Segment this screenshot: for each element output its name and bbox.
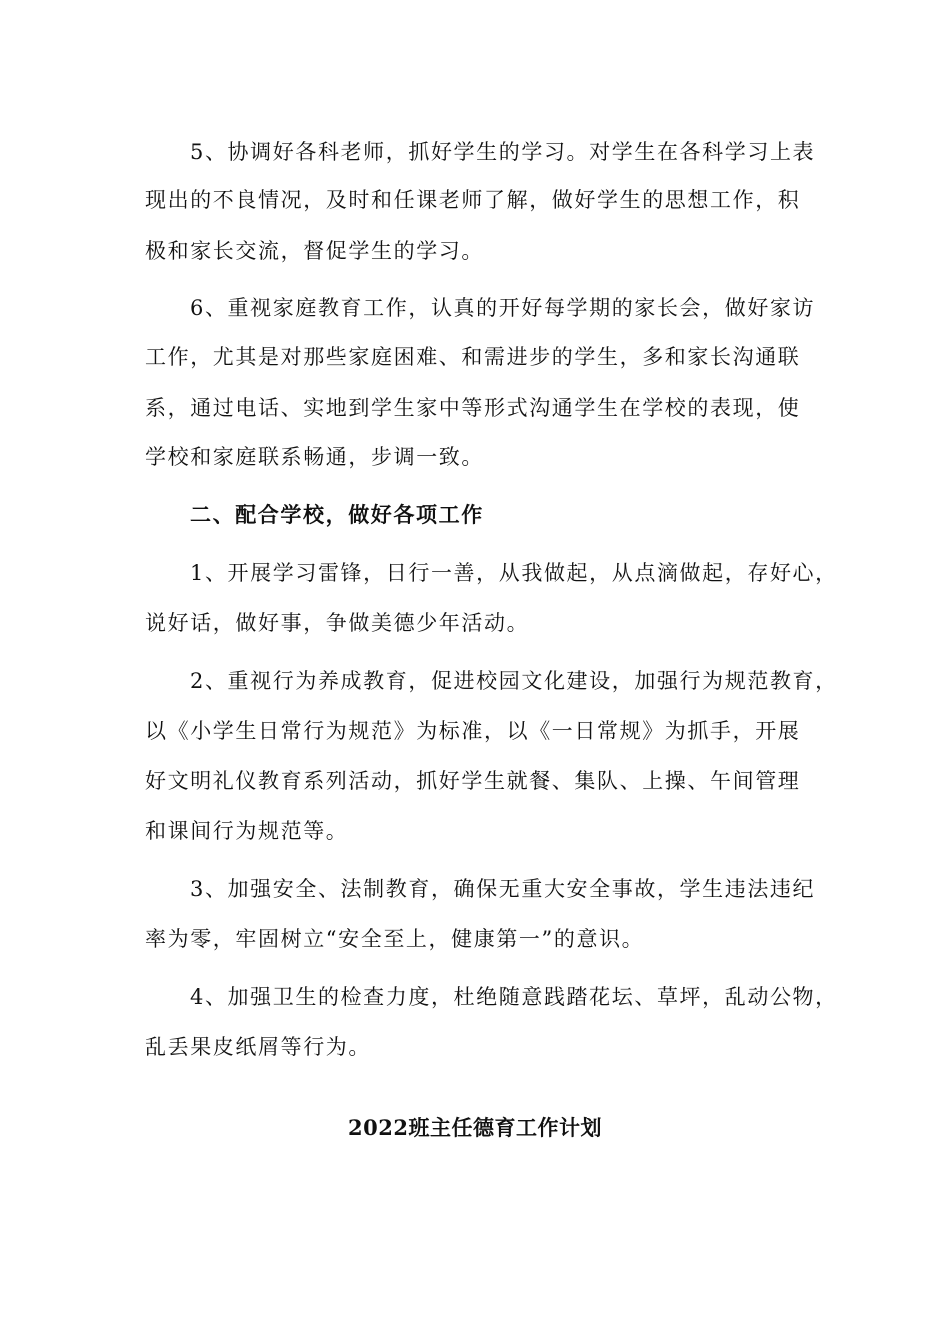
paragraph-line: 1、开展学习雷锋，日行一善，从我做起，从点滴做起，存好心， <box>190 561 838 585</box>
paragraph-line: 率为零，牢固树立“安全至上，健康第一”的意识。 <box>145 927 645 951</box>
document-title: 2022班主任德育工作计划 <box>348 1115 602 1140</box>
paragraph-line: 现出的不良情况，及时和任课老师了解，做好学生的思想工作，积 <box>145 188 801 212</box>
paragraph-line: 5、协调好各科老师，抓好学生的学习。对学生在各科学习上表 <box>190 140 816 164</box>
paragraph-line: 系，通过电话、实地到学生家中等形式沟通学生在学校的表现，使 <box>145 396 801 420</box>
paragraph-line: 4、加强卫生的检查力度，杜绝随意践踏花坛、草坪，乱动公物， <box>190 985 838 1009</box>
paragraph-line: 说好话，做好事，争做美德少年活动。 <box>145 611 530 635</box>
paragraph-line: 学校和家庭联系畅通，步调一致。 <box>145 445 484 469</box>
paragraph-line: 极和家长交流，督促学生的学习。 <box>145 239 484 263</box>
paragraph-line: 好文明礼仪教育系列活动，抓好学生就餐、集队、上操、午间管理 <box>145 769 801 793</box>
paragraph-line: 以《小学生日常行为规范》为标准，以《一日常规》为抓手，开展 <box>145 719 801 743</box>
section-heading: 二、配合学校，做好各项工作 <box>190 502 484 527</box>
paragraph-line: 工作，尤其是对那些家庭困难、和需进步的学生，多和家长沟通联 <box>145 345 801 369</box>
paragraph-line: 乱丢果皮纸屑等行为。 <box>145 1035 371 1059</box>
paragraph-line: 和课间行为规范等。 <box>145 819 349 843</box>
paragraph-line: 3、加强安全、法制教育，确保无重大安全事故，学生违法违纪 <box>190 877 816 901</box>
paragraph-line: 2、重视行为养成教育，促进校园文化建设，加强行为规范教育， <box>190 669 838 693</box>
paragraph-line: 6、重视家庭教育工作，认真的开好每学期的家长会，做好家访 <box>190 296 816 320</box>
